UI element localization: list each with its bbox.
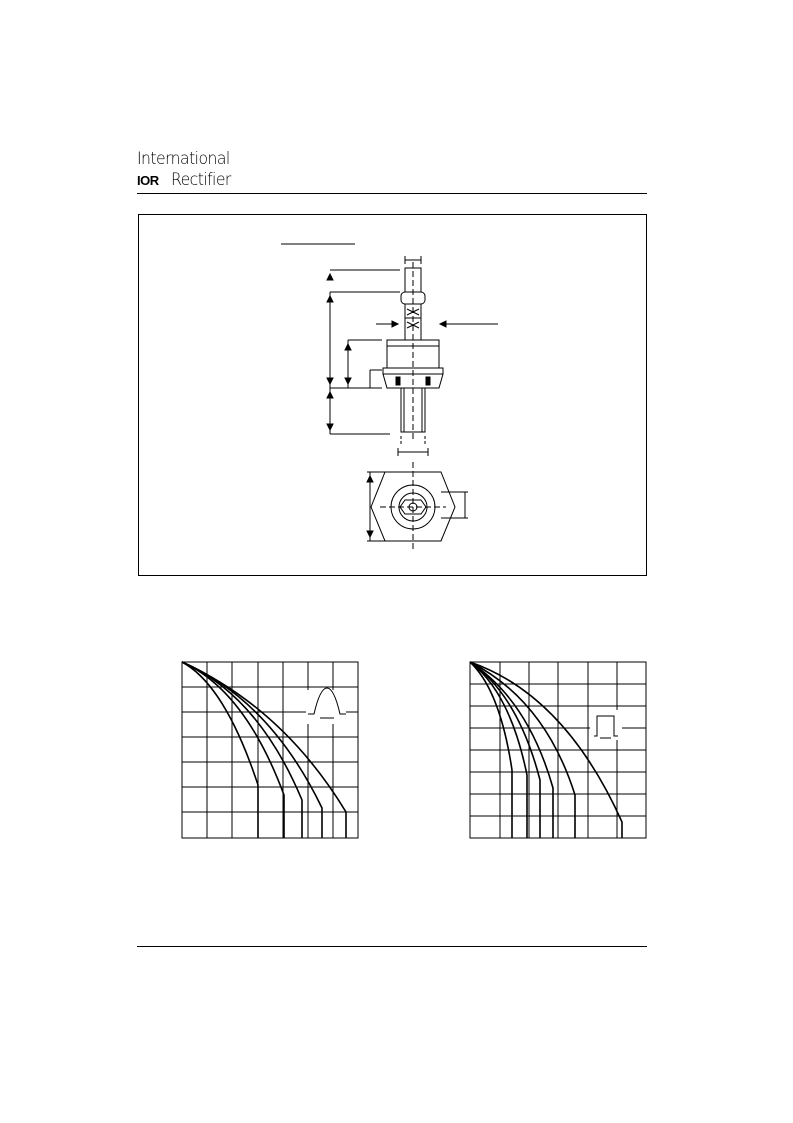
graph-left [182, 662, 358, 838]
footer-rule [137, 946, 647, 947]
logo-mark-ior: IOR [137, 173, 159, 188]
package-outline-drawing [281, 244, 498, 456]
hex-bottom-view [367, 462, 468, 552]
logo-text-rectifier: Rectifier [171, 170, 231, 190]
logo-text-international: International [137, 149, 230, 169]
graph-right [470, 662, 646, 838]
half-sine-waveform-icon [306, 688, 346, 724]
rectangular-waveform-icon [590, 710, 622, 740]
